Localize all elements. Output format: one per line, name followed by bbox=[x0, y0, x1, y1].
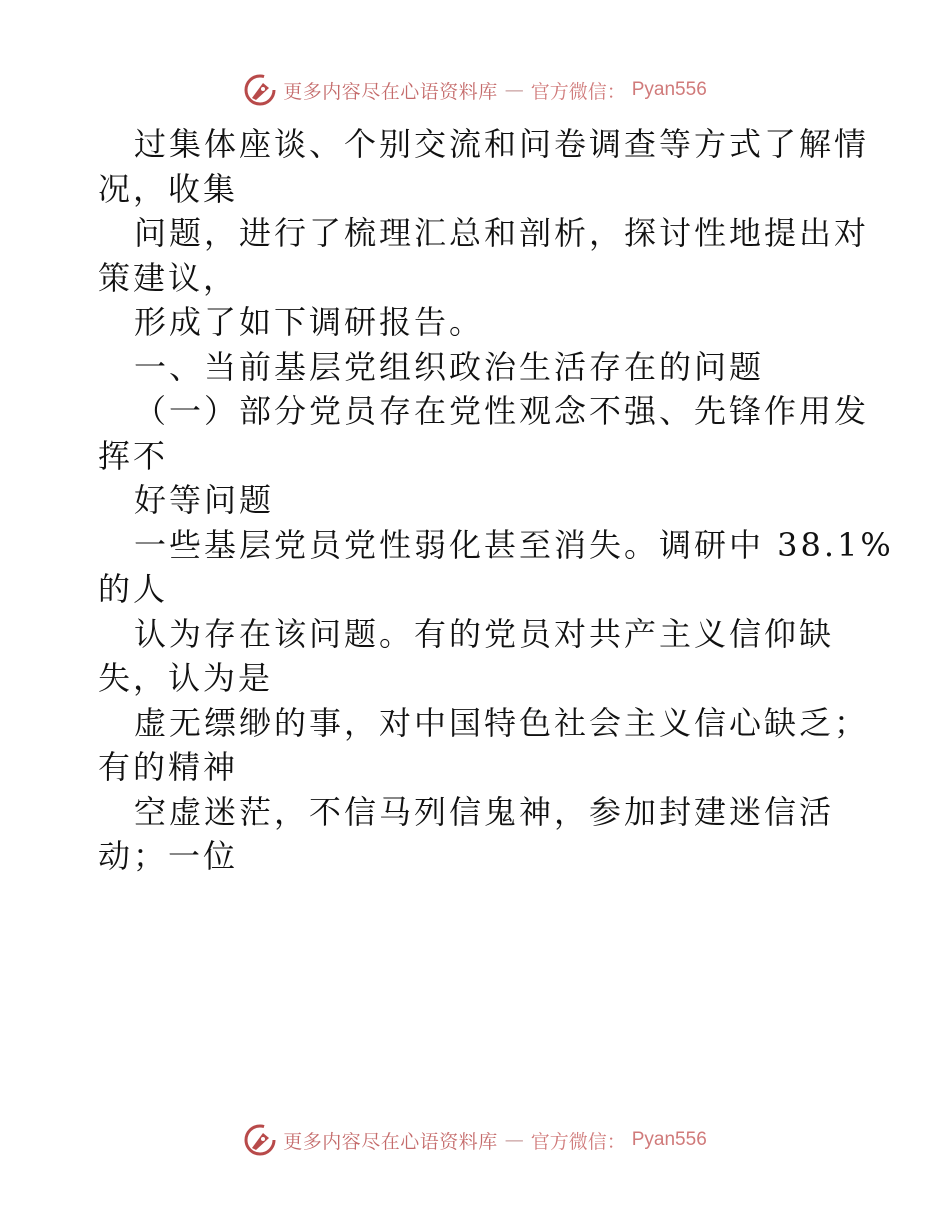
watermark-footer bbox=[0, 1120, 950, 1160]
watermark-site-text: 更多内容尽在心语资料库 bbox=[283, 80, 498, 103]
text-line: 过集体座谈、个别交流和问卷调查等方式了解情 bbox=[134, 125, 870, 163]
text-line: 认为存在该问题。有的党员对共产主义信仰缺 bbox=[134, 614, 835, 653]
text-line: 失，认为是 bbox=[98, 659, 274, 697]
text-line: 好等问题 bbox=[134, 481, 275, 519]
watermark-wechat-id: Pyan556 bbox=[631, 1129, 707, 1150]
pen-nib-logo-icon bbox=[243, 1123, 277, 1157]
text-line: 有的精神 bbox=[98, 748, 239, 786]
text-line: 的人 bbox=[98, 570, 169, 608]
text-line: 形成了如下调研报告。 bbox=[134, 303, 485, 341]
watermark-wechat-label: 官方微信： bbox=[530, 80, 626, 103]
text-line: 挥不 bbox=[98, 436, 169, 475]
pen-nib-logo-icon bbox=[243, 73, 277, 107]
text-line: 况，收集 bbox=[98, 169, 239, 208]
watermark-dash: — bbox=[504, 1129, 524, 1151]
document-body bbox=[98, 122, 894, 879]
watermark-dash: — bbox=[504, 79, 524, 101]
watermark-wechat-label: 官方微信： bbox=[530, 1130, 626, 1153]
section-heading: 一、当前基层党组织政治生活存在的问题 bbox=[134, 347, 765, 386]
text-line: 问题，进行了梳理汇总和剖析，探讨性地提出对 bbox=[134, 214, 870, 252]
text-line: 空虚迷茫，不信马列信鬼神，参加封建迷信活 bbox=[134, 792, 835, 831]
watermark-site-text: 更多内容尽在心语资料库 bbox=[283, 1130, 498, 1153]
watermark-wechat-id: Pyan556 bbox=[631, 79, 707, 100]
text-line: 虚无缥缈的事，对中国特色社会主义信心缺乏； bbox=[134, 703, 870, 742]
text-line: 动；一位 bbox=[98, 837, 239, 875]
subsection-heading: （一）部分党员存在党性观念不强、先锋作用发 bbox=[134, 392, 870, 430]
text-line: 一些基层党员党性弱化甚至消失。调研中 38.1% bbox=[134, 525, 894, 564]
text-line: 策建议， bbox=[98, 258, 239, 297]
watermark-header bbox=[0, 70, 950, 110]
